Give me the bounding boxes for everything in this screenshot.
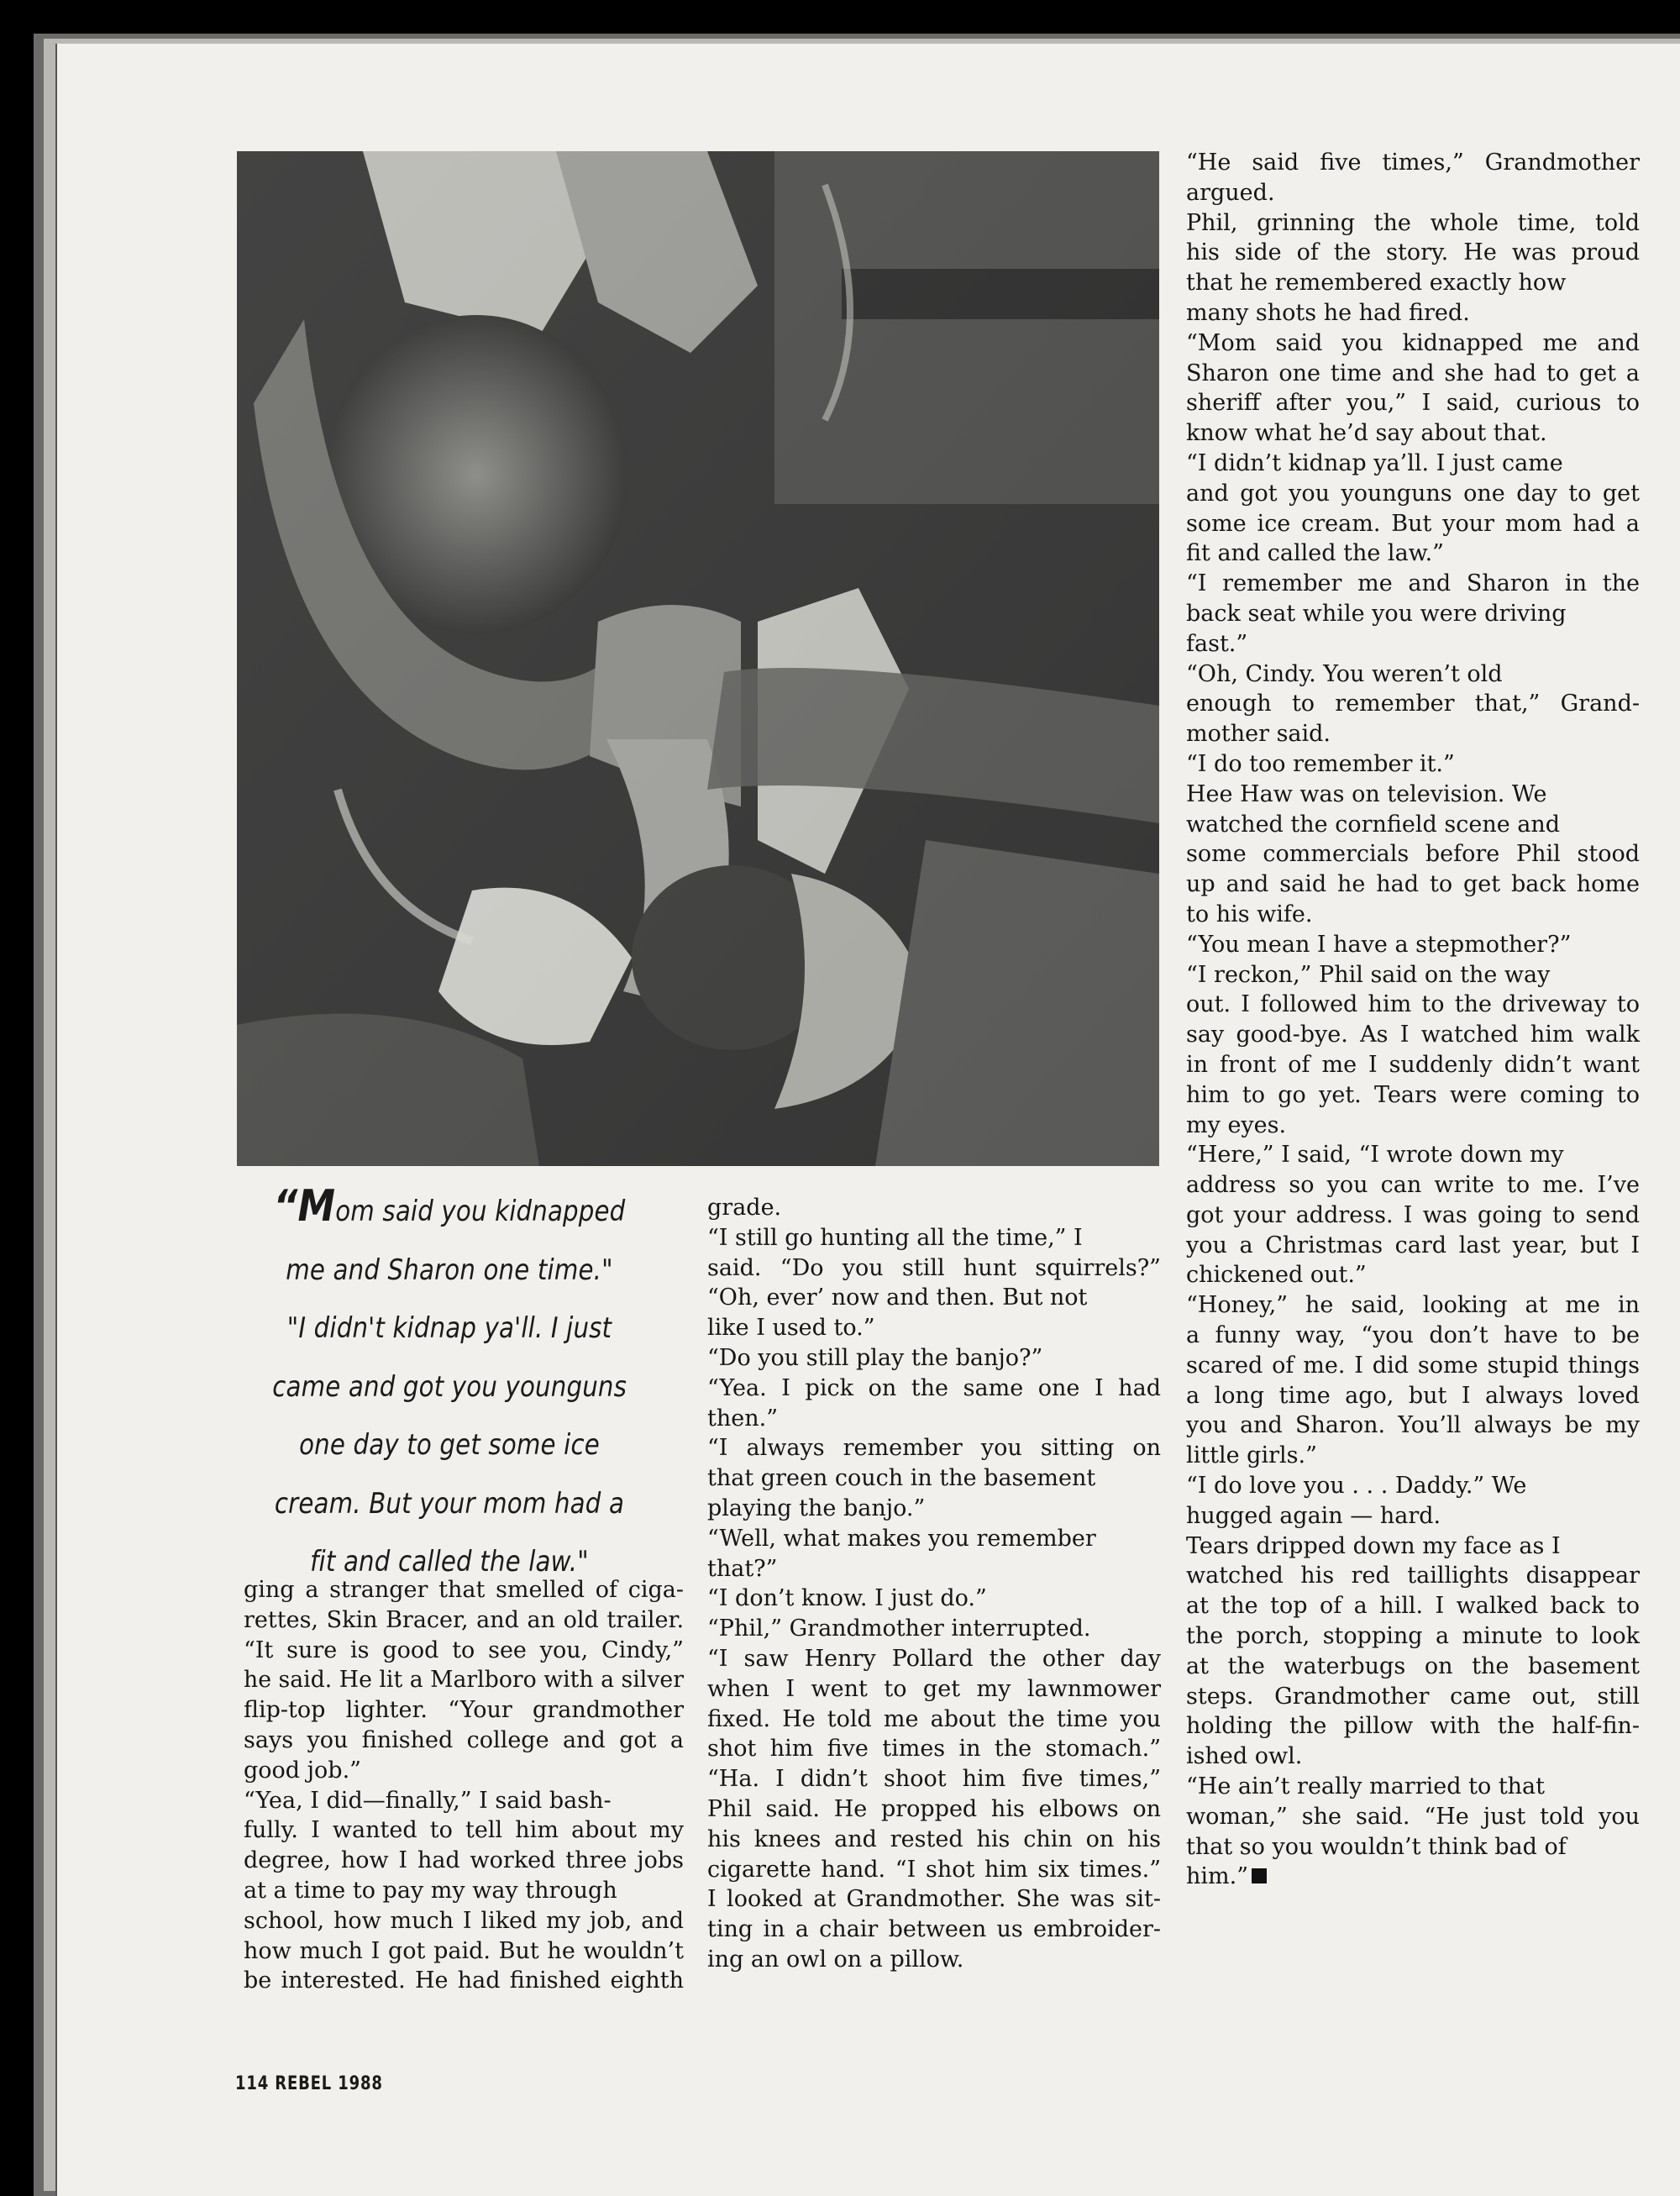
pull-quote-line: “Mom said you kidnapped bbox=[273, 1181, 626, 1232]
pull-quote-line: one day to get some ice bbox=[299, 1428, 600, 1462]
text-line: ing an owl on a pillow. bbox=[707, 1946, 964, 1973]
text-line: that so you wouldn’t think bad of bbox=[1186, 1833, 1567, 1860]
text-line: “Here,” I said, “I wrote down my bbox=[1186, 1142, 1564, 1169]
text-line: “He said five times,” Grandmother bbox=[1186, 150, 1640, 176]
body-column-1 bbox=[244, 1575, 684, 1996]
page-gutter-line bbox=[55, 44, 57, 2196]
text-line: you a Christmas card last year, but I bbox=[1186, 1232, 1641, 1258]
text-line: hugged again — hard. bbox=[1186, 1502, 1441, 1529]
text-line: “I don’t know. I just do.” bbox=[707, 1585, 987, 1612]
text-line: “Ha. I didn’t shoot him five times,” bbox=[707, 1766, 1161, 1793]
text-line: argued. bbox=[1186, 179, 1275, 206]
text-line: him to go yet. Tears were coming to bbox=[1186, 1081, 1640, 1108]
illustration-painting bbox=[237, 151, 1159, 1166]
text-line: says you finished college and got a bbox=[244, 1726, 685, 1753]
text-line: him.” bbox=[1186, 1862, 1640, 1892]
text-line: some commercials before Phil stood bbox=[1186, 841, 1640, 868]
text-line: “Well, what makes you remember bbox=[707, 1525, 1096, 1552]
text-line: “Mom said you kidnapped me and bbox=[1186, 329, 1640, 356]
text-line: steps. Grandmother came out, still bbox=[1186, 1683, 1641, 1710]
text-line: a long time ago, but I always loved bbox=[1186, 1382, 1640, 1409]
text-line: “Oh, ever’ now and then. But not bbox=[707, 1285, 1088, 1311]
text-line: “Phil,” Grandmother interrupted. bbox=[707, 1615, 1091, 1642]
text-line: in front of me I suddenly didn’t want bbox=[1186, 1051, 1640, 1078]
text-line: Phil, grinning the whole time, told bbox=[1186, 209, 1640, 236]
text-line: a funny way, “you don’t have to be bbox=[1186, 1322, 1641, 1349]
pull-quote-line: came and got you younguns bbox=[272, 1369, 627, 1404]
text-line: woman,” she said. “He just told you bbox=[1186, 1803, 1641, 1830]
text-line: “It sure is good to see you, Cindy,” bbox=[244, 1636, 684, 1663]
text-line: rettes, Skin Bracer, and an old trailer. bbox=[244, 1606, 685, 1633]
text-line: he said. He lit a Marlboro with a silver bbox=[244, 1667, 685, 1694]
text-line: Sharon one time and she had to get a bbox=[1186, 360, 1640, 386]
text-line: “Yea. I pick on the same one I had bbox=[707, 1374, 1162, 1401]
text-line: address so you can write to me. I’ve bbox=[1186, 1172, 1640, 1199]
text-line: some ice cream. But your mom had a bbox=[1186, 510, 1640, 537]
text-line: “I remember me and Sharon in the bbox=[1186, 570, 1640, 597]
text-line: “I didn’t kidnap ya’ll. I just came bbox=[1186, 449, 1563, 476]
story-illustration bbox=[237, 151, 1159, 1166]
text-line: then.” bbox=[707, 1405, 778, 1432]
text-line: flip-top lighter. “Your grandmother bbox=[244, 1697, 684, 1724]
text-line: “I still go hunting all the time,” I bbox=[707, 1224, 1083, 1251]
publication-name: REBEL 1988 bbox=[275, 2073, 383, 2094]
text-line: fast.” bbox=[1186, 630, 1248, 657]
text-line: “I always remember you sitting on bbox=[707, 1435, 1162, 1462]
body-column-2 bbox=[707, 1193, 1161, 1975]
text-line: the porch, stopping a minute to look bbox=[1186, 1623, 1640, 1650]
text-line: at the top of a hill. I walked back to bbox=[1186, 1593, 1641, 1620]
text-line: “I do love you . . . Daddy.” We bbox=[1186, 1473, 1527, 1500]
text-line: many shots he had fired. bbox=[1186, 299, 1470, 326]
text-line: “I saw Henry Pollard the other day bbox=[707, 1645, 1161, 1672]
text-line: good job.” bbox=[244, 1757, 361, 1784]
page-folio bbox=[235, 2073, 383, 2094]
text-line: his knees and rested his chin on his bbox=[707, 1826, 1161, 1852]
text-line: be interested. He had finished eighth bbox=[244, 1967, 684, 1994]
pull-quote-line: me and Sharon one time." bbox=[286, 1253, 613, 1287]
text-line: to his wife. bbox=[1186, 901, 1313, 927]
text-line: that he remembered exactly how bbox=[1186, 270, 1567, 297]
text-line: up and said he had to get back home bbox=[1186, 871, 1640, 898]
text-line: say good-bye. As I watched him walk bbox=[1186, 1022, 1641, 1048]
text-line: out. I followed him to the driveway to bbox=[1186, 991, 1641, 1018]
text-line: shot him five times in the stomach.” bbox=[707, 1736, 1161, 1763]
text-line: fully. I wanted to tell him about my bbox=[244, 1817, 684, 1844]
text-line: “Honey,” he said, looking at me in bbox=[1186, 1292, 1640, 1319]
text-line: holding the pillow with the half-fin- bbox=[1186, 1713, 1641, 1740]
pull-quote-drop-letter: M bbox=[297, 1181, 336, 1232]
text-line: enough to remember that,” Grand- bbox=[1186, 691, 1640, 717]
page-number: 114 bbox=[235, 2073, 270, 2094]
body-column-3 bbox=[1186, 148, 1640, 1892]
text-line: you and Sharon. You’ll always be my bbox=[1186, 1412, 1640, 1439]
pull-quote bbox=[272, 1178, 626, 1592]
pull-quote-line: fit and called the law." bbox=[310, 1545, 589, 1579]
text-line: and got you younguns one day to get bbox=[1186, 480, 1640, 507]
text-line: Phil said. He propped his elbows on bbox=[707, 1795, 1162, 1822]
text-line: “Yea, I did—finally,” I said bash- bbox=[244, 1787, 612, 1814]
text-line: chickened out.” bbox=[1186, 1262, 1367, 1289]
text-line: at the waterbugs on the basement bbox=[1186, 1652, 1640, 1679]
text-line: “I do too remember it.” bbox=[1186, 750, 1455, 777]
text-line: “He ain’t really married to that bbox=[1186, 1773, 1546, 1800]
pull-quote-line: "I didn't kidnap ya'll. I just bbox=[286, 1311, 612, 1345]
text-line: said. “Do you still hunt squirrels?” bbox=[707, 1254, 1161, 1281]
text-line: grade. bbox=[707, 1195, 782, 1221]
pull-quote-line: cream. But your mom had a bbox=[274, 1486, 625, 1521]
text-line: school, how much I liked my job, and bbox=[244, 1907, 684, 1934]
text-line: ging a stranger that smelled of ciga- bbox=[244, 1577, 685, 1603]
text-line: “You mean I have a stepmother?” bbox=[1186, 931, 1572, 958]
text-line: fixed. He told me about the time you bbox=[707, 1705, 1161, 1732]
end-of-story-mark bbox=[1252, 1868, 1267, 1883]
text-line: I looked at Grandmother. She was sit- bbox=[707, 1886, 1161, 1913]
text-line: ished owl. bbox=[1186, 1743, 1303, 1770]
text-line: “Do you still play the banjo?” bbox=[707, 1344, 1043, 1371]
text-line: watched the cornfield scene and bbox=[1186, 811, 1561, 838]
text-line: Hee Haw was on television. We bbox=[1186, 780, 1547, 807]
text-line: know what he’d say about that. bbox=[1186, 420, 1547, 447]
text-line: “I reckon,” Phil said on the way bbox=[1186, 961, 1551, 988]
text-line: sheriff after you,” I said, curious to bbox=[1186, 390, 1640, 417]
text-line: my eyes. bbox=[1186, 1111, 1287, 1138]
text-line: little girls.” bbox=[1186, 1442, 1317, 1469]
text-line: mother said. bbox=[1186, 721, 1331, 748]
text-line: playing the banjo.” bbox=[707, 1495, 926, 1521]
text-line: degree, how I had worked three jobs bbox=[244, 1847, 685, 1874]
text-line: fit and called the law.” bbox=[1186, 540, 1444, 567]
text-line: back seat while you were driving bbox=[1186, 600, 1567, 627]
text-line: got your address. I was going to send bbox=[1186, 1201, 1640, 1228]
text-line: his side of the story. He was proud bbox=[1186, 239, 1641, 266]
text-line: that?” bbox=[707, 1555, 778, 1582]
pull-quote-open-mark: “ bbox=[273, 1181, 298, 1232]
text-line: watched his red taillights disappear bbox=[1186, 1563, 1641, 1589]
text-line: Tears dripped down my face as I bbox=[1186, 1532, 1561, 1559]
text-line: how much I got paid. But he wouldn’t bbox=[244, 1937, 684, 1964]
text-line: ting in a chair between us embroider- bbox=[707, 1916, 1162, 1943]
text-line: cigarette hand. “I shot him six times.” bbox=[707, 1856, 1162, 1883]
text-line: when I went to get my lawnmower bbox=[707, 1675, 1161, 1702]
text-line: scared of me. I did some stupid things bbox=[1186, 1352, 1641, 1379]
text-line: like I used to.” bbox=[707, 1315, 875, 1342]
text-line: at a time to pay my way through bbox=[244, 1877, 617, 1904]
text-line: that green couch in the basement bbox=[707, 1465, 1096, 1492]
text-line: “Oh, Cindy. You weren’t old bbox=[1186, 660, 1503, 687]
